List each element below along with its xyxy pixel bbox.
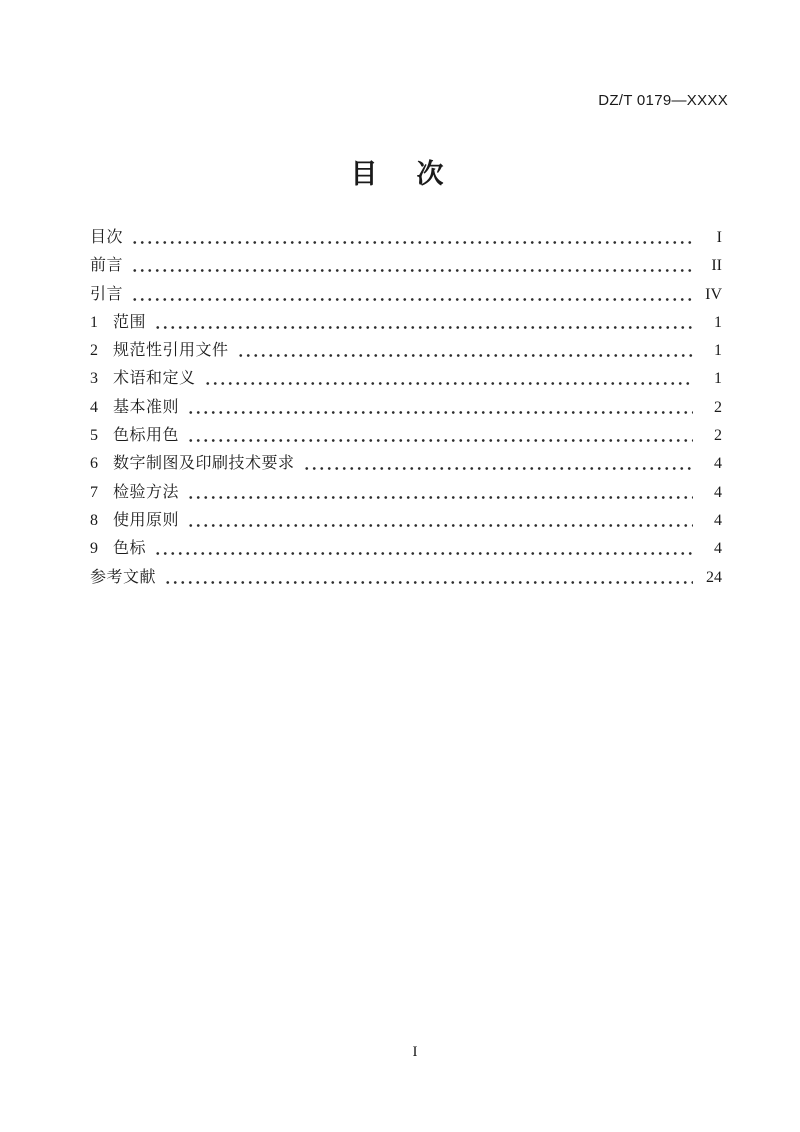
toc-entry-page: 1 [714, 313, 722, 331]
toc-entry-label: 目次 [90, 229, 124, 246]
toc-entry-page: 2 [714, 427, 722, 445]
toc-entry [90, 564, 722, 592]
toc-entry-label: 参考文献 [90, 568, 157, 586]
standard-number: DZ/T 0179—XXXX [598, 92, 728, 109]
dot-leader [129, 252, 693, 280]
dot-leader [235, 337, 693, 365]
toc-entry-number: 1 [90, 313, 98, 331]
page-title: 目 次 [350, 159, 450, 189]
table-of-contents [90, 224, 722, 592]
toc-entry-label: 规范性引用文件 [113, 342, 229, 360]
dot-leader [185, 507, 693, 535]
toc-entry-page: II [711, 257, 722, 275]
toc-entry [90, 365, 722, 393]
toc-entry-number: 9 [90, 540, 98, 558]
toc-entry-label: 术语和定义 [113, 370, 196, 388]
toc-entry-page: 4 [714, 511, 722, 529]
toc-entry [90, 394, 722, 422]
toc-entry-page: 1 [714, 342, 722, 360]
toc-entry-label: 基本准则 [113, 398, 180, 416]
dot-leader [185, 479, 693, 507]
toc-entry-number: 5 [90, 427, 98, 445]
toc-entry-number: 4 [90, 398, 98, 416]
toc-entry-label: 范围 [113, 313, 147, 331]
toc-entry-page: IV [705, 285, 722, 303]
toc-entry-page: 2 [714, 398, 722, 416]
toc-entry [90, 224, 722, 252]
toc-entry-page: I [716, 229, 722, 246]
toc-entry-label: 前言 [90, 257, 124, 275]
toc-entry-number: 6 [90, 455, 98, 473]
toc-entry [90, 337, 722, 365]
toc-entry-label: 数字制图及印刷技术要求 [113, 455, 295, 473]
dot-leader [152, 535, 693, 563]
toc-entry [90, 252, 722, 280]
toc-entry-number: 3 [90, 370, 98, 388]
toc-entry-label: 检验方法 [113, 483, 180, 501]
toc-entry [90, 281, 722, 309]
dot-leader [185, 422, 693, 450]
toc-entry-number: 8 [90, 511, 98, 529]
toc-entry-label: 使用原则 [113, 511, 180, 529]
toc-entry [90, 450, 722, 478]
toc-entry-label: 色标用色 [113, 427, 180, 445]
toc-entry-page: 4 [714, 540, 722, 558]
toc-entry [90, 479, 722, 507]
toc-entry [90, 422, 722, 450]
toc-entry-number: 2 [90, 342, 98, 360]
toc-entry [90, 507, 722, 535]
toc-entry-page: 4 [714, 483, 722, 501]
dot-leader [202, 365, 693, 393]
dot-leader [129, 224, 693, 252]
dot-leader [301, 450, 693, 478]
toc-entry-page: 4 [714, 455, 722, 473]
dot-leader [152, 309, 693, 337]
toc-entry-label: 色标 [113, 540, 147, 558]
toc-entry-number: 7 [90, 483, 98, 501]
toc-entry-page: 1 [714, 370, 722, 388]
toc-entry [90, 309, 722, 337]
dot-leader [162, 564, 693, 592]
footer-page-number: I [412, 1044, 418, 1060]
dot-leader [185, 394, 693, 422]
toc-entry-label: 引言 [90, 285, 124, 303]
toc-entry [90, 535, 722, 563]
dot-leader [129, 281, 693, 309]
toc-entry-page: 24 [706, 568, 722, 586]
